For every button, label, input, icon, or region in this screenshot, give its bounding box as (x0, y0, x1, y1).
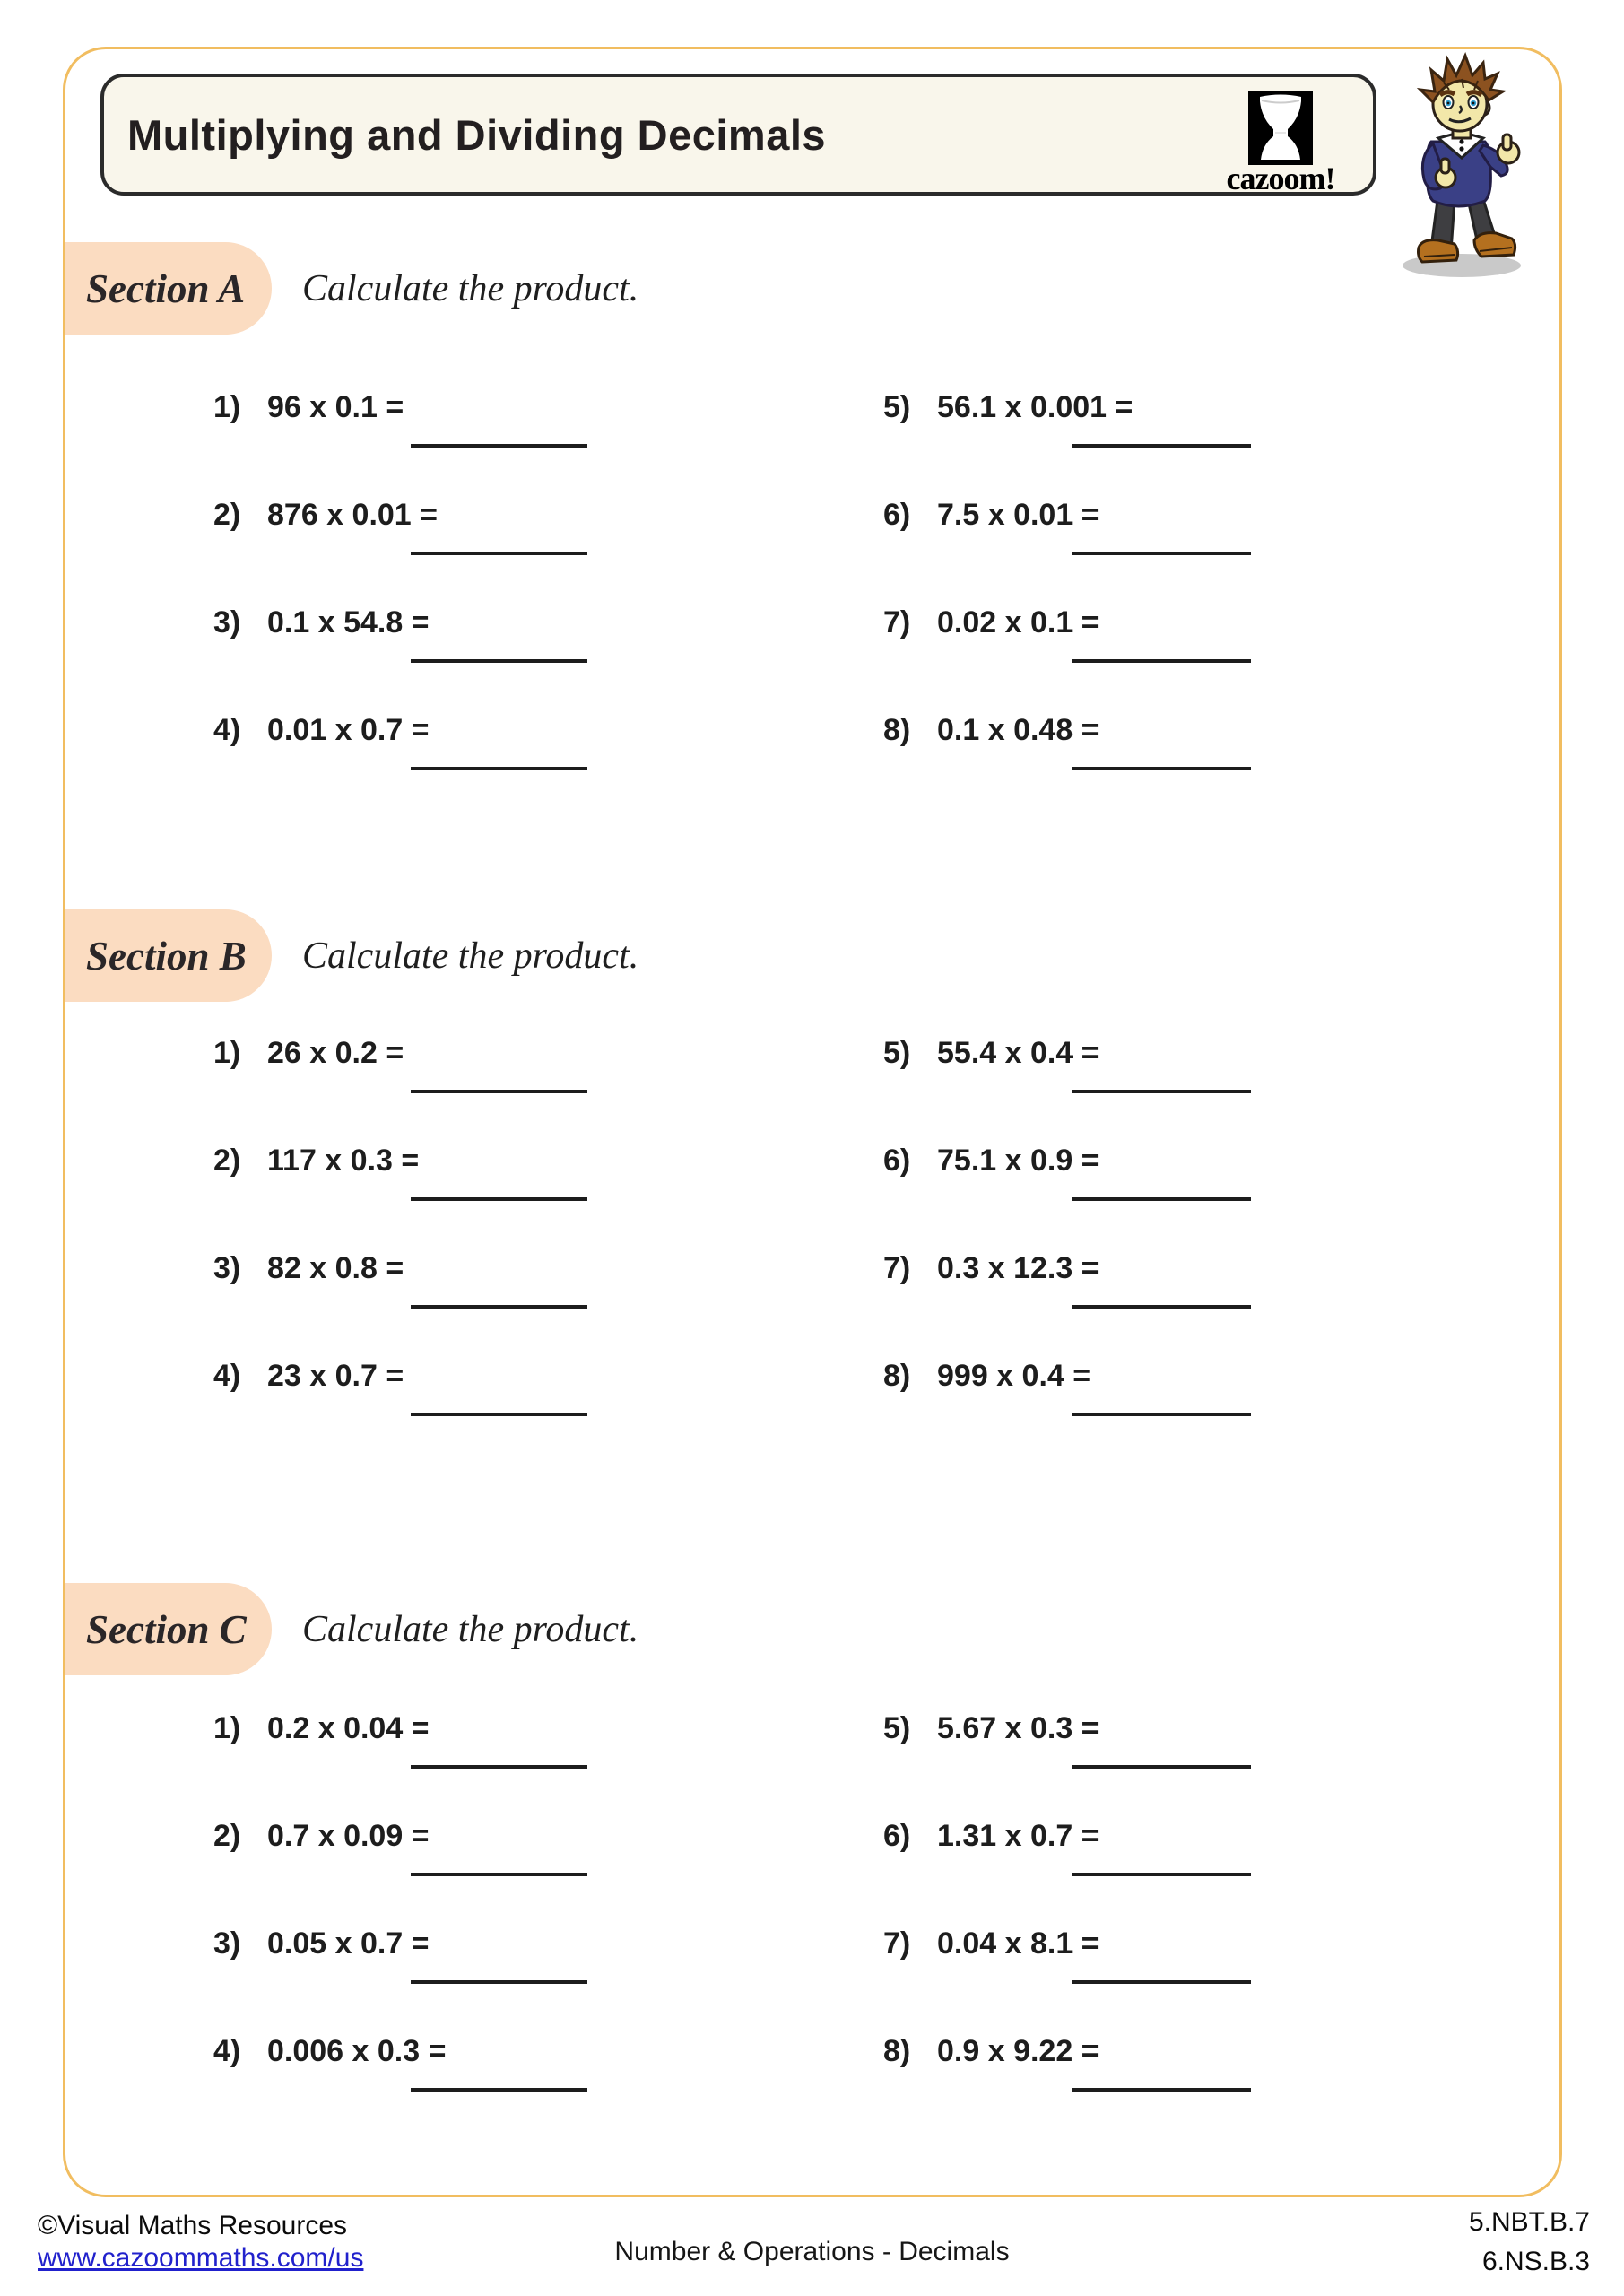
problem-expression: 0.1 x 0.48 = (937, 713, 1099, 747)
problem-c8 (883, 2034, 1385, 2142)
problem-c7 (883, 1926, 1385, 2034)
section-b-instruction: Calculate the product. (302, 935, 639, 977)
problem-number: 3) (213, 1251, 241, 1285)
answer-blank[interactable] (1072, 767, 1251, 770)
problem-b7 (883, 1251, 1385, 1359)
answer-blank[interactable] (411, 1413, 587, 1416)
problem-number: 2) (213, 1819, 241, 1853)
problem-number: 5) (883, 390, 911, 424)
problem-expression: 56.1 x 0.001 = (937, 390, 1133, 424)
section-a-pill (65, 242, 272, 335)
copyright-text: ©Visual Maths Resources (38, 2211, 348, 2240)
answer-blank[interactable] (411, 1873, 587, 1876)
problem-b8 (883, 1359, 1385, 1466)
problem-expression: 0.1 x 54.8 = (267, 605, 430, 639)
cazoom-logo (1248, 91, 1313, 165)
problem-number: 8) (883, 713, 911, 747)
answer-blank[interactable] (411, 444, 587, 448)
page-title: Multiplying and Dividing Decimals (127, 110, 827, 159)
answer-blank[interactable] (411, 767, 587, 770)
problem-expression: 0.02 x 0.1 = (937, 605, 1099, 639)
answer-blank[interactable] (1072, 1413, 1251, 1416)
problem-number: 8) (883, 2034, 911, 2068)
answer-blank[interactable] (411, 659, 587, 663)
problem-expression: 876 x 0.01 = (267, 498, 439, 532)
problem-expression: 0.2 x 0.04 = (267, 1711, 430, 1745)
section-b-label: Section B (86, 933, 247, 978)
problem-expression: 82 x 0.8 = (267, 1251, 404, 1285)
problem-number: 7) (883, 1926, 911, 1961)
answer-blank[interactable] (1072, 1197, 1251, 1201)
problem-a2 (213, 498, 716, 605)
standard-code: 6.NS.B.3 (1481, 2247, 1590, 2276)
problem-number: 6) (883, 1144, 911, 1178)
problem-expression: 0.7 x 0.09 = (267, 1819, 430, 1853)
problem-a3 (213, 605, 716, 713)
answer-blank[interactable] (411, 2088, 587, 2092)
problem-a4 (213, 713, 716, 821)
problem-number: 8) (883, 1359, 911, 1393)
answer-blank[interactable] (1072, 1090, 1251, 1093)
problem-c5 (883, 1711, 1385, 1819)
answer-blank[interactable] (411, 1090, 587, 1093)
boy-thumbs-up-illustration (1392, 52, 1535, 283)
section-b-pill (65, 909, 272, 1002)
problem-a5 (883, 390, 1385, 498)
problem-expression: 0.3 x 12.3 = (937, 1251, 1099, 1285)
standards-codes (1469, 2203, 1590, 2282)
problem-number: 3) (213, 1926, 241, 1961)
answer-blank[interactable] (411, 1980, 587, 1984)
problem-expression: 0.01 x 0.7 = (267, 713, 430, 747)
section-c-pill (65, 1583, 272, 1675)
problem-c1 (213, 1711, 716, 1819)
problem-number: 5) (883, 1036, 911, 1070)
cazoom-logo-text: cazoom! (1226, 161, 1335, 196)
problem-number: 1) (213, 1711, 241, 1745)
problem-b3 (213, 1251, 716, 1359)
section-c-label: Section C (86, 1606, 247, 1652)
answer-blank[interactable] (411, 552, 587, 555)
problem-number: 2) (213, 498, 241, 532)
problem-a8 (883, 713, 1385, 821)
worksheet-category: Number & Operations - Decimals (614, 2237, 1010, 2266)
answer-blank[interactable] (1072, 1765, 1251, 1769)
problem-expression: 26 x 0.2 = (267, 1036, 404, 1070)
problem-number: 7) (883, 605, 911, 639)
problem-expression: 117 x 0.3 = (267, 1144, 420, 1178)
problem-expression: 23 x 0.7 = (267, 1359, 404, 1393)
problem-expression: 5.67 x 0.3 = (937, 1711, 1099, 1745)
problem-b6 (883, 1144, 1385, 1251)
standard-code: 5.NBT.B.7 (1468, 2207, 1590, 2237)
answer-blank[interactable] (1072, 1873, 1251, 1876)
problem-b5 (883, 1036, 1385, 1144)
section-a-label: Section A (86, 265, 246, 311)
answer-blank[interactable] (411, 1765, 587, 1769)
problem-expression: 75.1 x 0.9 = (937, 1144, 1099, 1178)
answer-blank[interactable] (1072, 552, 1251, 555)
answer-blank[interactable] (1072, 659, 1251, 663)
problem-expression: 999 x 0.4 = (937, 1359, 1091, 1393)
problem-b4 (213, 1359, 716, 1466)
problem-expression: 7.5 x 0.01 = (937, 498, 1099, 532)
problem-b2 (213, 1144, 716, 1251)
problem-number: 2) (213, 1144, 241, 1178)
problem-number: 4) (213, 2034, 241, 2068)
section-c-instruction: Calculate the product. (302, 1608, 639, 1650)
website-link[interactable]: www.cazoommaths.com/us (38, 2243, 364, 2273)
djembe-drum-icon (1248, 91, 1313, 165)
problem-number: 4) (213, 713, 241, 747)
problem-expression: 0.04 x 8.1 = (937, 1926, 1099, 1961)
answer-blank[interactable] (1072, 444, 1251, 448)
problem-a6 (883, 498, 1385, 605)
problem-c4 (213, 2034, 716, 2142)
problem-number: 7) (883, 1251, 911, 1285)
problem-number: 6) (883, 498, 911, 532)
problem-number: 6) (883, 1819, 911, 1853)
answer-blank[interactable] (411, 1305, 587, 1309)
problem-expression: 1.31 x 0.7 = (937, 1819, 1099, 1853)
problem-c2 (213, 1819, 716, 1926)
problem-b1 (213, 1036, 716, 1144)
problem-number: 1) (213, 1036, 241, 1070)
section-a-instruction: Calculate the product. (302, 267, 639, 309)
problem-a1 (213, 390, 716, 498)
answer-blank[interactable] (1072, 1305, 1251, 1309)
answer-blank[interactable] (411, 1197, 587, 1201)
problem-c3 (213, 1926, 716, 2034)
problem-expression: 0.006 x 0.3 = (267, 2034, 447, 2068)
answer-blank[interactable] (1072, 1980, 1251, 1984)
problem-a7 (883, 605, 1385, 713)
problem-expression: 55.4 x 0.4 = (937, 1036, 1099, 1070)
problem-number: 3) (213, 605, 241, 639)
problem-number: 4) (213, 1359, 241, 1393)
problem-expression: 96 x 0.1 = (267, 390, 404, 424)
title-bar (100, 74, 1376, 196)
problem-expression: 0.9 x 9.22 = (937, 2034, 1099, 2068)
answer-blank[interactable] (1072, 2088, 1251, 2092)
problem-number: 1) (213, 390, 241, 424)
problem-number: 5) (883, 1711, 911, 1745)
problem-c6 (883, 1819, 1385, 1926)
problem-expression: 0.05 x 0.7 = (267, 1926, 430, 1961)
